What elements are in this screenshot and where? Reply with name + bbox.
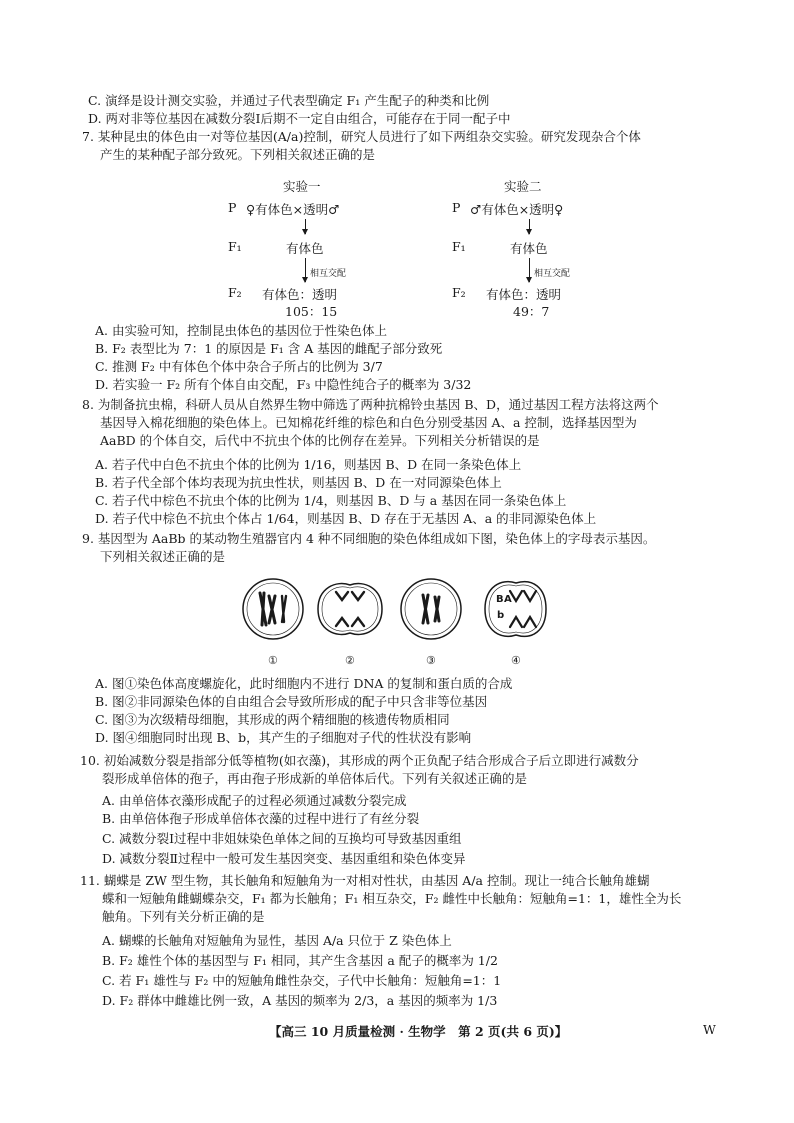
cell-4-anaphase-ii	[485, 582, 546, 637]
cell-division-figure	[240, 576, 560, 671]
exp1-f2: 有体色：透明	[262, 287, 338, 302]
cell4-gene-1: B	[496, 594, 504, 605]
exp1-p-label: P	[228, 200, 237, 215]
exp1-f2-label: F₂	[228, 285, 242, 300]
q6-option-d: D. 两对非等位基因在减数分裂Ⅰ后期不一定自由组合，可能存在于同一配子中	[88, 111, 511, 126]
exp1-p-cross: ♀有体色×透明♂	[246, 202, 340, 217]
cell-label-4: ④	[511, 654, 521, 667]
q11-option-a: A. 蝴蝶的长触角对短触角为显性，基因 A/a 只位于 Z 染色体上	[102, 933, 452, 948]
cell-1-metaphase	[243, 579, 303, 639]
q9-option-b: B. 图②非同源染色体的自由组合会导致所形成的配子中只含非等位基因	[95, 694, 488, 709]
cell-label-1: ①	[268, 654, 278, 667]
exp2-f1: 有体色	[510, 241, 548, 256]
cell-label-2: ②	[345, 654, 355, 667]
cell-3-metaphase-ii	[401, 579, 461, 639]
q11-stem-line2: 蝶和一短触角雌蝴蝶杂交，F₁ 都为长触角；F₁ 相互杂交，F₂ 雌性中长触角：短触角=1：1，雄性全为长	[102, 891, 682, 906]
q8-option-b: B. 若子代全部个体均表现为抗虫性状，则基因 B、D 在一对同源染色体上	[95, 475, 502, 490]
exp1-f1-label: F₁	[228, 239, 242, 254]
q10-option-c: C. 减数分裂Ⅰ过程中非姐妹染色单体之间的互换均可导致基因重组	[102, 831, 462, 846]
q8-stem-line3: AaBD 的个体自交，后代中不抗虫个体的比例存在差异。下列相关分析错误的是	[100, 433, 540, 448]
q9-option-d: D. 图④细胞同时出现 B、b，其产生的子细胞对子代的性状没有影响	[95, 730, 472, 745]
q9-option-c: C. 图③为次级精母细胞，其形成的两个精细胞的核遗传物质相同	[95, 712, 450, 727]
q6-option-c: C. 演绎是设计测交实验，并通过子代表型确定 F₁ 产生配子的种类和比例	[88, 93, 490, 108]
q10-option-a: A. 由单倍体衣藻形成配子的过程必须通过减数分裂完成	[102, 793, 407, 808]
cell4-gene-2: A	[504, 594, 512, 605]
q8-option-c: C. 若子代中棕色不抗虫个体的比例为 1/4，则基因 B、D 与 a 基因在同一条染色体上	[95, 493, 567, 508]
q11-stem-line3: 触角。下列有关分析正确的是	[102, 909, 265, 924]
q10-stem-line2: 裂形成单倍体的孢子，再由孢子形成新的单倍体后代。下列有关叙述正确的是	[102, 771, 528, 786]
q11-option-c: C. 若 F₁ 雄性与 F₂ 中的短触角雌性杂交，子代中长触角：短触角=1：1	[102, 973, 502, 988]
exp2-f1-label: F₁	[452, 239, 466, 254]
q9-option-a: A. 图①染色体高度螺旋化，此时细胞内不进行 DNA 的复制和蛋白质的合成	[95, 676, 513, 691]
exp1-arrow-f1-f2	[305, 258, 306, 282]
exp1-ratio: 105：15	[285, 304, 338, 319]
q7-option-c: C. 推测 F₂ 中有体色个体中杂合子所占的比例为 3/7	[95, 359, 383, 374]
q11-stem-line1: 11. 蝴蝶是 ZW 型生物，其长触角和短触角为一对相对性状，由基因 A/a 控制。现让一纯合长触角雄蝴	[80, 873, 650, 888]
exp1-arrow-p-f1	[305, 219, 306, 234]
exp1-f1: 有体色	[286, 241, 324, 256]
exp2-arrow-f1-f2	[529, 258, 530, 282]
exp2-title: 实验二	[504, 179, 542, 194]
cell4-gene-3: b	[497, 610, 505, 621]
q9-stem-line2: 下列相关叙述正确的是	[100, 549, 226, 564]
cell-2-anaphase	[318, 584, 382, 635]
exp1-title: 实验一	[283, 179, 321, 194]
q7-option-a: A. 由实验可知，控制昆虫体色的基因位于性染色体上	[95, 323, 387, 338]
q10-option-d: D. 减数分裂Ⅱ过程中一般可发生基因突变、基因重组和染色体变异	[102, 851, 466, 866]
cell-figure-svg	[240, 576, 560, 671]
q8-stem-line1: 8. 为制备抗虫棉，科研人员从自然界生物中筛选了两种抗棉铃虫基因 B、D，通过基因工程方法将这两个	[82, 397, 659, 412]
q9-stem-line1: 9. 基因型为 AaBb 的某动物生殖器官内 4 种不同细胞的染色体组成如下图，染色体上的字母表示基因。	[82, 531, 656, 546]
exp2-ratio: 49：7	[513, 304, 550, 319]
exp2-p-label: P	[452, 200, 461, 215]
q10-option-b: B. 由单倍体孢子形成单倍体衣藻的过程中进行了有丝分裂	[102, 811, 420, 826]
page-footer: 【高三 10 月质量检测 · 生物学 第 2 页(共 6 页)】	[269, 1024, 568, 1039]
exp2-f2: 有体色：透明	[486, 287, 562, 302]
exp2-arrow-p-f1	[529, 219, 530, 234]
exp2-f2-label: F₂	[452, 285, 466, 300]
q11-option-d: D. F₂ 群体中雌雄比例一致，A 基因的频率为 2/3，a 基因的频率为 1/3	[102, 993, 498, 1008]
exp2-mating-label: 相互交配	[534, 269, 571, 279]
q7-stem-line1: 7. 某种昆虫的体色由一对等位基因(A/a)控制，研究人员进行了如下两组杂交实验。研究发现杂合个体	[82, 129, 641, 144]
q8-option-d: D. 若子代中棕色不抗虫个体占 1/64，则基因 B、D 存在于无基因 A、a 的非同源染色体上	[95, 511, 597, 526]
q8-option-a: A. 若子代中白色不抗虫个体的比例为 1/16，则基因 B、D 在同一条染色体上	[95, 457, 522, 472]
footer-mark: W	[703, 1022, 716, 1037]
q11-option-b: B. F₂ 雄性个体的基因型与 F₁ 相同，其产生含基因 a 配子的概率为 1/2	[102, 953, 498, 968]
q10-stem-line1: 10. 初始减数分裂是指部分低等植物(如衣藻)，其形成的两个正负配子结合形成合子后立即进行减数分	[80, 753, 639, 768]
q7-stem-line2: 产生的某种配子部分致死。下列相关叙述正确的是	[100, 147, 376, 162]
q8-stem-line2: 基因导入棉花细胞的染色体上。已知棉花纤维的棕色和白色分别受基因 A、a 控制，选择基因型为	[100, 415, 637, 430]
q7-option-d: D. 若实验一 F₂ 所有个体自由交配，F₃ 中隐性纯合子的概率为 3/32	[95, 377, 472, 392]
cell-label-3: ③	[426, 654, 436, 667]
exp1-mating-label: 相互交配	[310, 269, 347, 279]
q7-option-b: B. F₂ 表型比为 7：1 的原因是 F₁ 含 A 基因的雌配子部分致死	[95, 341, 443, 356]
exp2-p-cross: ♂有体色×透明♀	[470, 202, 564, 217]
